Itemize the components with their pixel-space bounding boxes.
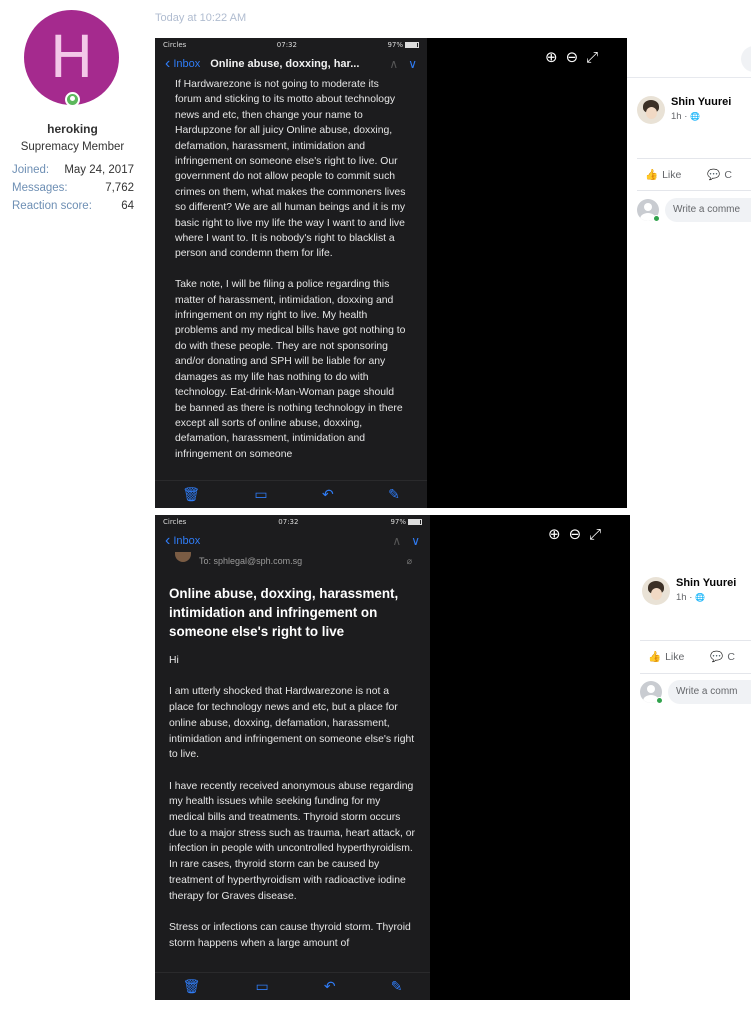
zoom-in-icon[interactable]: ⊕ xyxy=(545,48,558,66)
fb-post-time: 1h · 🌐 xyxy=(676,592,705,603)
recipient-address[interactable]: To: sphlegal@sph.com.sg xyxy=(199,556,303,566)
facebook-post-fragment-2 xyxy=(630,515,751,1000)
fb-search-pill[interactable] xyxy=(741,46,751,72)
mail-body xyxy=(155,77,427,462)
message-nav xyxy=(392,534,420,548)
next-message-icon[interactable]: ∨ xyxy=(408,57,417,71)
mail-recipient xyxy=(155,554,430,576)
fb-comment-input[interactable]: Write a comm xyxy=(668,680,751,704)
status-bar xyxy=(155,515,430,528)
username[interactable]: heroking xyxy=(47,122,98,136)
like-icon: 👍 xyxy=(648,651,662,663)
reply-icon[interactable]: ↶ xyxy=(321,486,334,502)
attachment-icon: ⌀ xyxy=(406,556,412,566)
trash-icon[interactable]: 🗑 xyxy=(182,486,200,502)
zoom-in-icon[interactable]: ⊕ xyxy=(548,525,561,543)
comment-icon: 💬 xyxy=(707,169,721,181)
mail-toolbar xyxy=(155,972,430,1000)
compose-icon[interactable]: ✎ xyxy=(388,486,400,502)
fb-author-name[interactable]: Shin Yuurei xyxy=(671,96,732,108)
carrier: Circles xyxy=(163,517,187,526)
stat-messages xyxy=(12,179,134,197)
stat-joined xyxy=(12,161,134,179)
expand-icon[interactable]: ⤢ xyxy=(589,525,602,543)
reply-icon[interactable]: ↶ xyxy=(323,978,336,994)
previous-message-icon[interactable]: ∧ xyxy=(392,534,402,548)
previous-message-icon[interactable]: ∧ xyxy=(389,57,399,71)
battery-icon xyxy=(408,519,422,525)
mail-title: Online abuse, doxxing, har... xyxy=(210,58,360,70)
mail-paragraph: Hi xyxy=(169,655,179,666)
mail-paragraph: I am utterly shocked that Hardwarezone is not a place for technology news and etc, but a place for online abuse, doxxing, defamation, harassment, intimidation and infringement on someone else's right to live. xyxy=(169,686,415,761)
back-label: Inbox xyxy=(173,535,201,547)
online-status-icon xyxy=(65,92,80,107)
back-label: Inbox xyxy=(173,58,201,70)
back-chevron-icon: ‹ xyxy=(165,532,171,549)
avatar[interactable]: H xyxy=(24,10,119,105)
mail-subject: Online abuse, doxxing, harassment, intimidation and infringement on someone else's right to live xyxy=(169,586,399,639)
facebook-post-fragment-1 xyxy=(627,38,751,508)
clock: 07:32 xyxy=(276,40,297,49)
zoom-out-icon[interactable]: ⊖ xyxy=(568,525,582,543)
stat-value: 7,762 xyxy=(105,182,134,194)
back-chevron-icon: ‹ xyxy=(165,55,171,72)
comment-button[interactable]: 💬 C xyxy=(710,651,736,663)
user-card xyxy=(0,0,145,1024)
mail-body xyxy=(155,653,430,951)
carrier: Circles xyxy=(163,40,187,49)
viewer-controls xyxy=(545,48,598,66)
divider xyxy=(637,158,751,159)
mail-paragraph: Take note, I will be filing a police regarding this matter of harassment, intimidation, doxxing and infringement on my right to live. My health problems and my medical bills have got nothing to do with these people. They are not sponsoring and/or donating and SPH will be liable for any damages as my life has nothing to do with technology. Eat-drink-Man-Woman page should be banned as there is nothing technology in there except all sorts of online abuse, doxxing, defamation, harassment, intimidation and infringement on someone xyxy=(175,279,406,460)
mail-navbar xyxy=(155,51,427,77)
fb-author xyxy=(637,94,747,134)
sender-avatar xyxy=(175,552,191,562)
stat-value: 64 xyxy=(121,200,134,212)
mail-paragraph: If Hardwarezone is not going to moderate its forum and sticking to its motto about technology news and etc, then change your name to Hardupzone for all juicy Online abuse, doxxing, defamation, harassment, intimidation and infringement on someone else's right to live. Our government do not allow people to commit such crimes on them, what makes the commoners lives so different? We are all human beings and it is my basic right to live my life the way I want to and live where I want to. It is nobody's right to blacklist a person and condemn them for life. xyxy=(175,79,406,260)
stat-value: May 24, 2017 xyxy=(64,164,134,176)
inbox-back-button[interactable] xyxy=(165,56,200,72)
message-nav xyxy=(389,57,417,71)
user-title: Supremacy Member xyxy=(20,141,125,153)
post-timestamp[interactable]: Today at 10:22 AM xyxy=(155,12,247,24)
fb-profile-picture[interactable] xyxy=(637,96,665,124)
fb-actions xyxy=(645,168,732,181)
mail-paragraph: I have recently received anonymous abuse regarding my health issues while seeking funding for my medical bills and treatments. Thyroid storm occurs due to a major stress such as trauma, heart attack, or infection in people with uncontrolled hyperthyroidism. In rare cases, thyroid storm can be caused by treatment of hyperthyroidism with radioactive iodine therapy for Graves disease. xyxy=(169,780,416,902)
mail-toolbar xyxy=(155,480,427,508)
mail-navbar xyxy=(155,528,430,554)
fb-author xyxy=(642,575,751,615)
battery-icon xyxy=(405,42,419,48)
viewer-controls xyxy=(548,525,601,543)
comment-icon: 💬 xyxy=(710,651,724,663)
battery-level: 97% xyxy=(387,41,419,49)
fb-post-time: 1h · 🌐 xyxy=(671,111,700,122)
divider xyxy=(640,673,751,674)
fb-actions xyxy=(648,650,735,663)
folder-icon[interactable]: ▭ xyxy=(254,486,268,502)
fb-profile-picture[interactable] xyxy=(642,577,670,605)
online-status-icon xyxy=(656,697,663,704)
user-stats xyxy=(12,161,134,215)
like-button[interactable]: 👍 Like xyxy=(645,169,682,181)
stat-label: Reaction score: xyxy=(12,200,92,212)
status-bar xyxy=(155,38,427,51)
fb-author-name[interactable]: Shin Yuurei xyxy=(676,577,737,589)
divider xyxy=(640,640,751,641)
divider xyxy=(637,190,751,191)
mail-paragraph: Stress or infections can cause thyroid storm. Thyroid storm happens when a large amount of xyxy=(169,921,411,949)
next-message-icon[interactable]: ∨ xyxy=(411,534,420,548)
expand-icon[interactable]: ⤢ xyxy=(586,48,599,66)
fb-comment-input[interactable]: Write a comme xyxy=(665,198,751,222)
zoom-out-icon[interactable]: ⊖ xyxy=(565,48,579,66)
phone-email-view xyxy=(155,38,427,508)
folder-icon[interactable]: ▭ xyxy=(255,978,269,994)
like-button[interactable]: 👍 Like xyxy=(648,651,685,663)
fb-header xyxy=(627,38,751,78)
battery-level: 97% xyxy=(390,518,422,526)
phone-email-view xyxy=(155,515,430,1000)
stat-reaction-score xyxy=(12,197,134,215)
inbox-back-button[interactable] xyxy=(165,533,200,549)
trash-icon[interactable]: 🗑 xyxy=(182,978,201,994)
online-status-icon xyxy=(653,215,660,222)
like-icon: 👍 xyxy=(645,169,659,181)
fb-comment-row xyxy=(637,198,751,224)
stat-label: Joined: xyxy=(12,164,50,176)
compose-icon[interactable]: ✎ xyxy=(390,978,403,994)
globe-icon: 🌐 xyxy=(690,112,700,121)
stat-label: Messages: xyxy=(12,182,68,194)
comment-button[interactable]: 💬 C xyxy=(707,169,733,181)
fb-comment-row xyxy=(640,680,751,706)
globe-icon: 🌐 xyxy=(695,593,705,602)
clock: 07:32 xyxy=(278,517,299,526)
